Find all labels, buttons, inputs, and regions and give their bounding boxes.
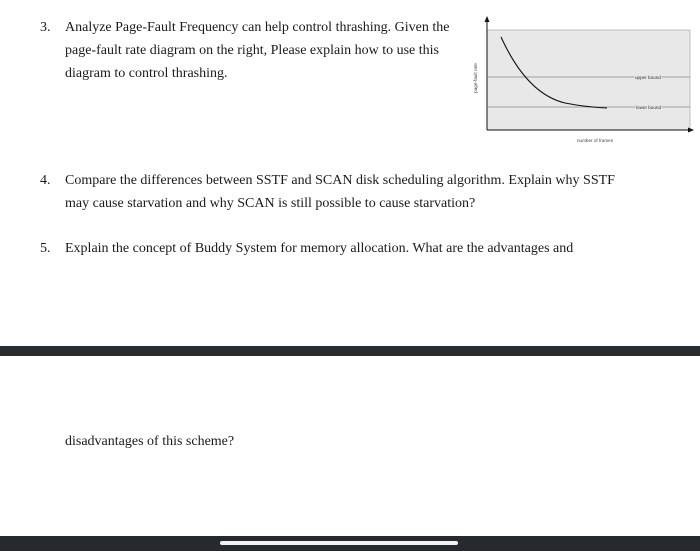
question-5-number: 5.: [40, 241, 51, 256]
plot-area: [487, 30, 690, 130]
lower-bound-label: lower bound: [636, 105, 662, 110]
x-axis-arrow: [688, 128, 694, 133]
page-divider: [0, 346, 700, 356]
y-axis-arrow: [485, 16, 490, 22]
question-4-text: Compare the differences between SSTF and SCAN disk scheduling algorithm. Explain why SSTF may cause starvation and why SCAN is still possible to cause starvation?: [65, 173, 615, 211]
question-3-number: 3.: [40, 20, 51, 35]
question-4-number: 4.: [40, 173, 51, 188]
home-indicator[interactable]: [220, 541, 458, 545]
question-5-text: Explain the concept of Buddy System for memory allocation. What are the advantages and: [65, 241, 574, 256]
x-axis-label: number of frames: [577, 138, 613, 143]
y-axis-label: page-fault rate: [473, 63, 478, 93]
question-5-continuation: disadvantages of this scheme?: [65, 434, 235, 449]
page-fault-rate-diagram: [465, 14, 695, 154]
upper-bound-label: upper bound: [635, 75, 661, 80]
question-3-text: Analyze Page-Fault Frequency can help control thrashing. Given the page-fault rate diagram on the right, Please explain how to use this diagram to control thrashing.: [65, 20, 450, 81]
